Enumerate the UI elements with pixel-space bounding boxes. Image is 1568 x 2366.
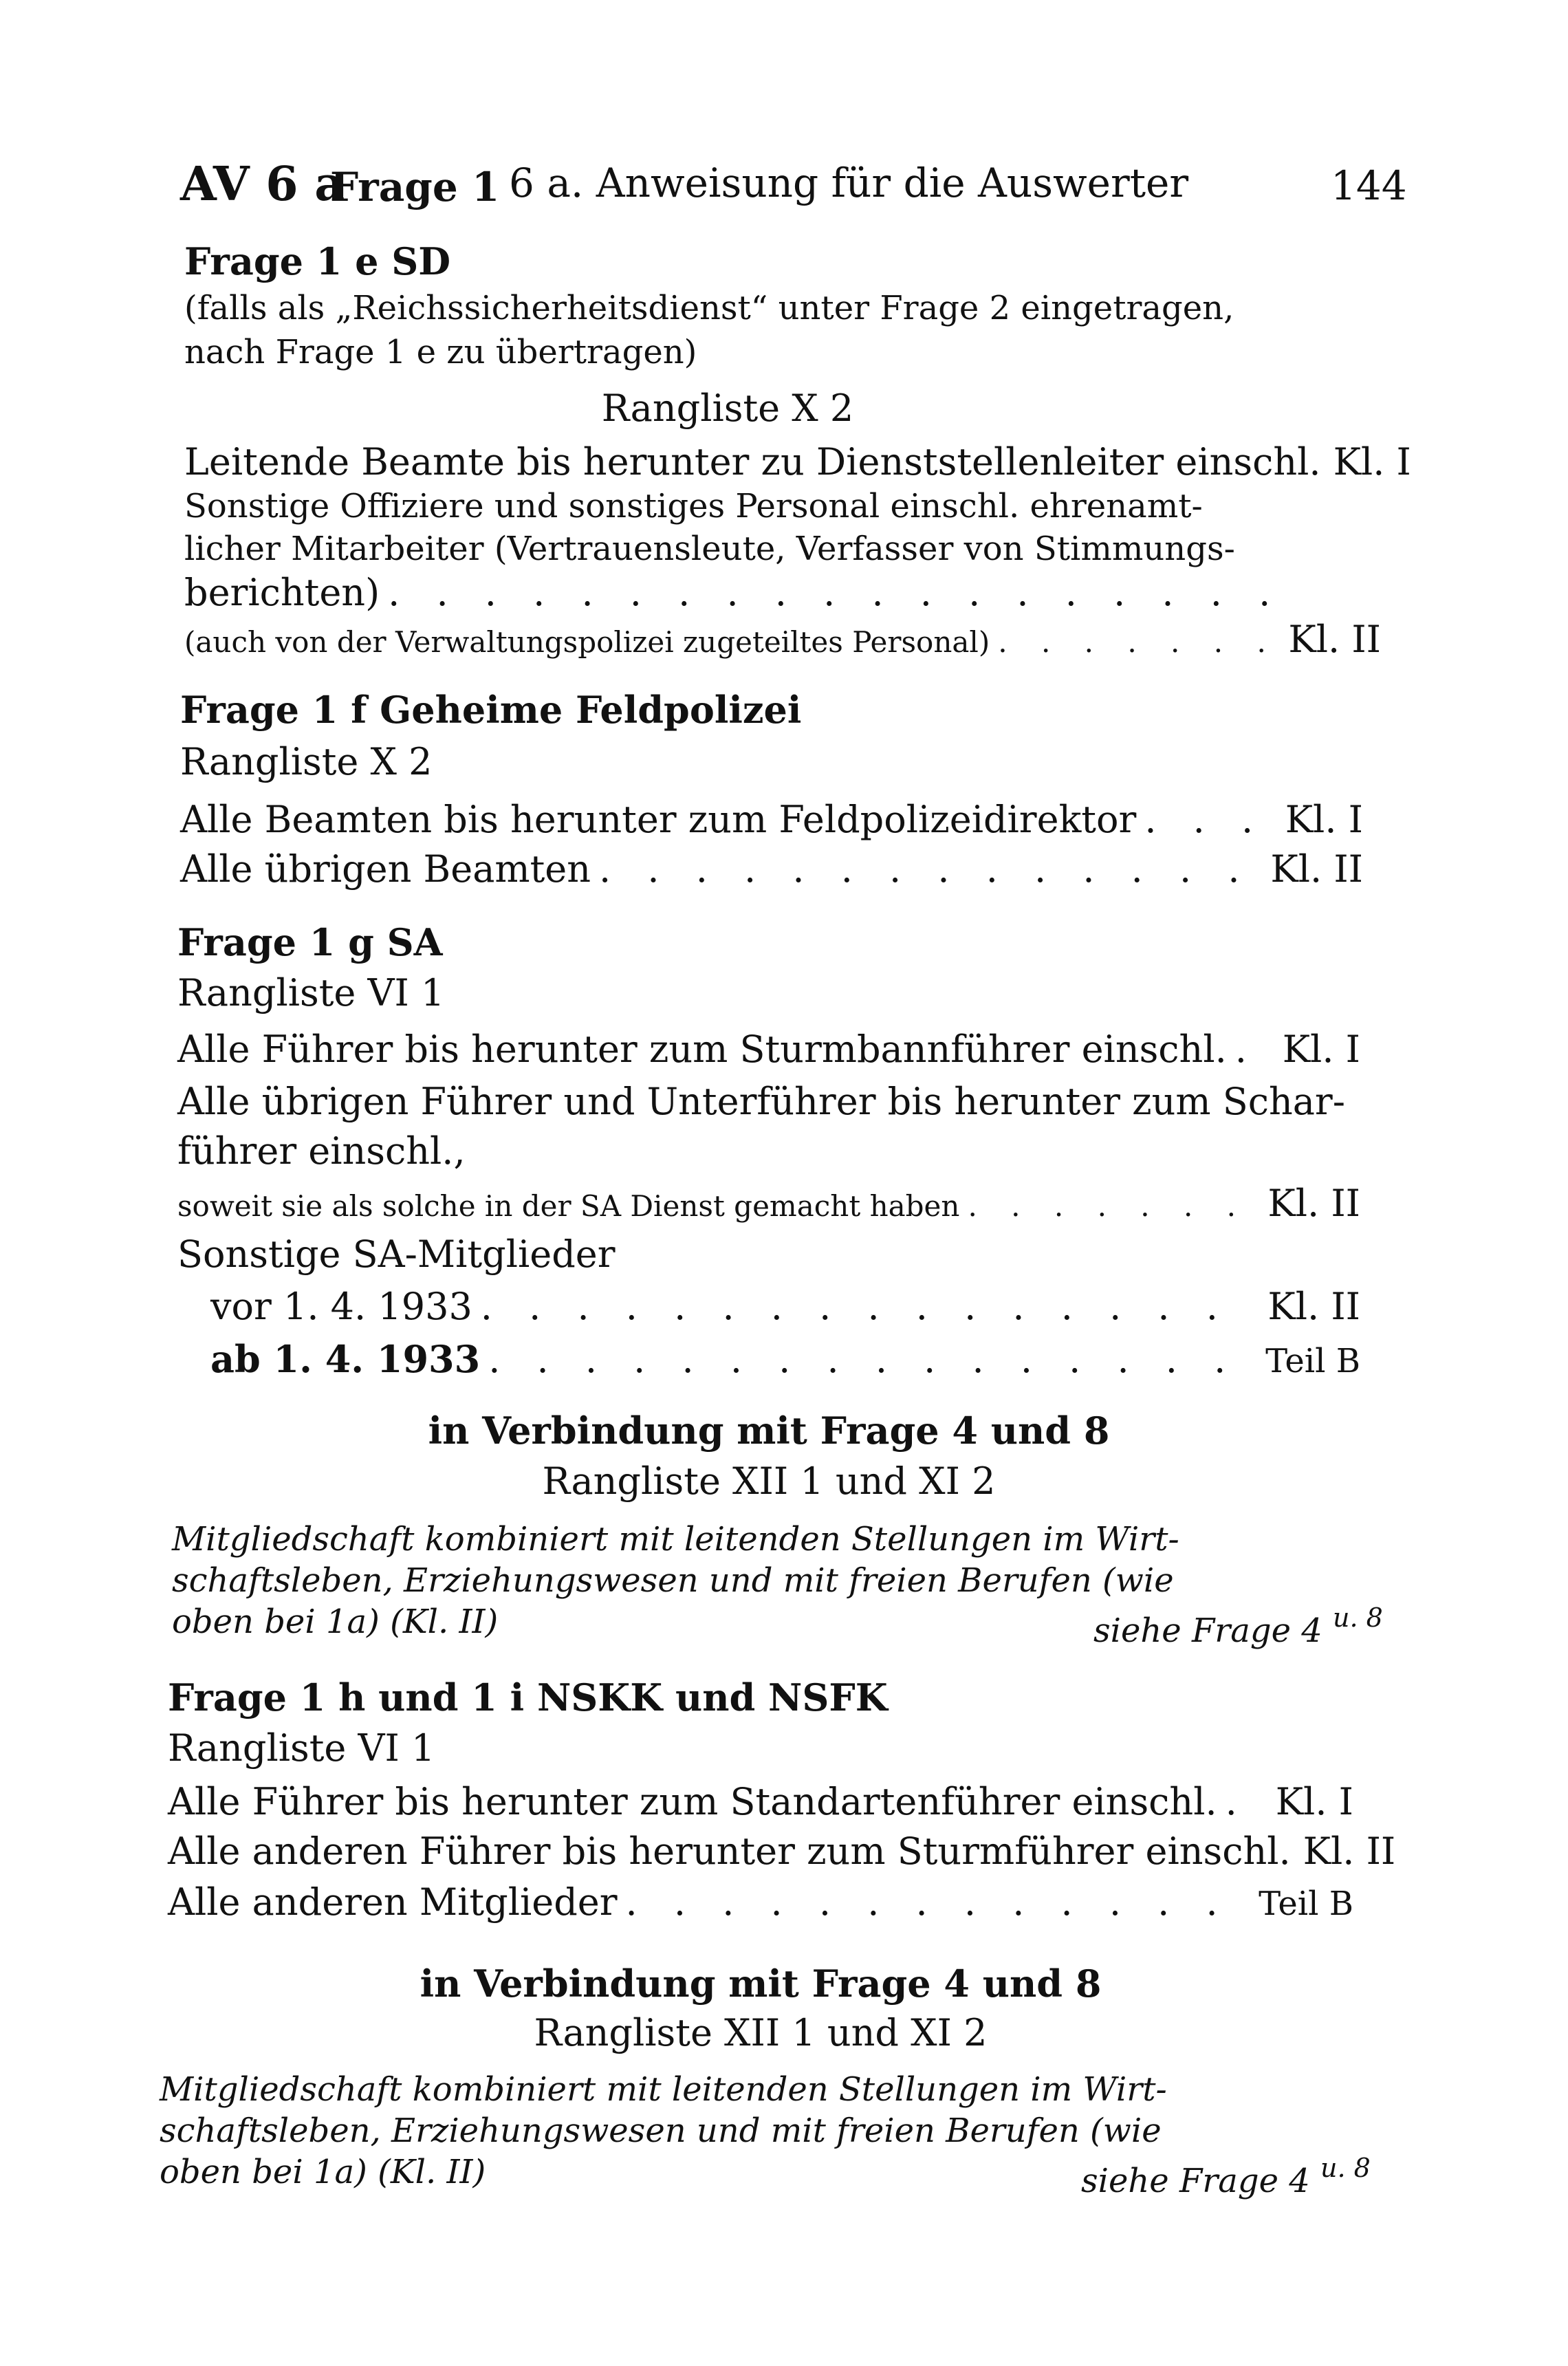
row-text: führer einschl.,: [177, 1129, 466, 1173]
dot-leader: [1136, 798, 1272, 841]
dot-leader: [1227, 1028, 1270, 1071]
classification-row: [210, 1337, 1360, 1381]
classification-row: [180, 847, 1363, 891]
header-frage: Frage 1: [330, 164, 500, 210]
section-heading: Frage 1 e SD: [184, 239, 451, 283]
dot-leader: [990, 625, 1276, 659]
row-class: Kl. I: [1275, 1780, 1353, 1823]
row-text: Sonstige SA-Mitglieder: [177, 1233, 616, 1276]
classification-row: [168, 1880, 1353, 1924]
classification-row: [168, 1830, 1396, 1873]
row-text: soweit sie als solche in der SA Dienst gemacht haben: [177, 1189, 960, 1223]
row-text: Alle übrigen Beamten: [180, 847, 591, 891]
rangliste-label: Rangliste XII 1 und XI 2: [534, 2011, 988, 2054]
classification-row: [184, 571, 1285, 614]
dot-leader: [472, 1285, 1256, 1328]
combination-heading: in Verbindung mit Frage 4 und 8: [428, 1409, 1110, 1453]
cross-reference-text: siehe Frage 4: [1093, 1611, 1322, 1650]
note-line: nach Frage 1 e zu übertragen): [184, 333, 697, 371]
row-text: Alle Führer bis herunter zum Standartenführer einschl.: [168, 1780, 1217, 1823]
page-number: 144: [1331, 162, 1407, 209]
combination-text: Mitgliedschaft kombiniert mit leitenden Stellungen im Wirt-: [172, 1520, 1179, 1559]
classification-row: [180, 798, 1363, 841]
row-text: Sonstige Offiziere und sonstiges Personal einschl. ehrenamt-: [184, 487, 1203, 525]
cross-reference: [1081, 2153, 1371, 2200]
rangliste-label: Rangliste X 2: [601, 387, 854, 430]
cross-reference-sup: u. 8: [1333, 1603, 1383, 1633]
section-heading: Frage 1 g SA: [177, 920, 443, 964]
row-text: Alle anderen Führer bis herunter zum Sturmführer einschl.: [168, 1830, 1291, 1873]
rangliste-label: Rangliste VI 1: [177, 971, 445, 1014]
cross-reference-sup: u. 8: [1320, 2153, 1371, 2183]
dot-leader: [959, 1189, 1255, 1223]
row-text: Leitende Beamte bis herunter zu Dienststellenleiter einschl.: [184, 440, 1321, 484]
row-class: Kl. I: [1285, 798, 1363, 841]
dot-leader: [591, 847, 1258, 891]
row-class: Teil B: [1265, 1342, 1360, 1380]
row-text: Alle Beamten bis herunter zum Feldpolizeidirektor: [180, 798, 1137, 841]
row-class: Kl. II: [1267, 1285, 1360, 1328]
cross-reference-text: siehe Frage 4: [1081, 2162, 1310, 2200]
classification-row: [184, 440, 1411, 484]
section-heading: Frage 1 f Geheime Feldpolizei: [180, 688, 802, 732]
row-text: ab 1. 4. 1933: [210, 1337, 481, 1381]
row-class: Kl. I: [1333, 440, 1411, 484]
row-class: Kl. II: [1303, 1830, 1396, 1873]
classification-row: [184, 618, 1381, 661]
combination-text: schaftsleben, Erziehungswesen und mit freien Berufen (wie: [172, 1561, 1174, 1600]
dot-leader: [480, 1338, 1253, 1381]
section-heading: Frage 1 h und 1 i NSKK und NSFK: [168, 1675, 888, 1719]
dot-leader: [380, 571, 1285, 614]
row-class: Kl. II: [1267, 1182, 1360, 1225]
combination-text: Mitgliedschaft kombiniert mit leitenden Stellungen im Wirt-: [160, 2070, 1167, 2109]
combination-heading: in Verbindung mit Frage 4 und 8: [420, 1962, 1102, 2006]
note-line: (falls als „Reichssicherheitsdienst“ unter Frage 2 eingetragen,: [184, 289, 1234, 327]
row-text: Alle anderen Mitglieder: [168, 1880, 618, 1924]
row-text: vor 1. 4. 1933: [210, 1285, 472, 1328]
classification-row: [177, 1028, 1360, 1071]
dot-leader: [1217, 1780, 1263, 1823]
header-title: 6 a. Anweisung für die Auswerter: [509, 160, 1189, 206]
classification-row: [168, 1780, 1353, 1823]
row-text: Alle übrigen Führer und Unterführer bis herunter zum Schar-: [177, 1080, 1345, 1123]
row-class: Kl. II: [1288, 618, 1381, 661]
row-class: Kl. I: [1282, 1028, 1360, 1071]
row-class: Teil B: [1259, 1885, 1353, 1923]
row-text: licher Mitarbeiter (Vertrauensleute, Verfasser von Stimmungs-: [184, 530, 1235, 568]
combination-text: oben bei 1a) (Kl. II): [172, 1603, 499, 1641]
rangliste-label: Rangliste VI 1: [168, 1726, 435, 1770]
rangliste-label: Rangliste X 2: [180, 740, 433, 783]
row-text: Alle Führer bis herunter zum Sturmbannführer einschl.: [177, 1028, 1227, 1071]
combination-text: schaftsleben, Erziehungswesen und mit freien Berufen (wie: [160, 2112, 1162, 2150]
cross-reference: [1093, 1603, 1383, 1650]
header-code: AV 6 a: [180, 157, 345, 212]
row-class: Kl. II: [1270, 847, 1363, 891]
rangliste-label: Rangliste XII 1 und XI 2: [542, 1459, 996, 1503]
classification-row: [210, 1285, 1360, 1328]
row-text: (auch von der Verwaltungspolizei zugeteiltes Personal): [184, 625, 990, 659]
row-text: berichten): [184, 571, 380, 614]
classification-row: [177, 1182, 1360, 1225]
combination-text: oben bei 1a) (Kl. II): [160, 2153, 486, 2191]
dot-leader: [618, 1880, 1247, 1924]
